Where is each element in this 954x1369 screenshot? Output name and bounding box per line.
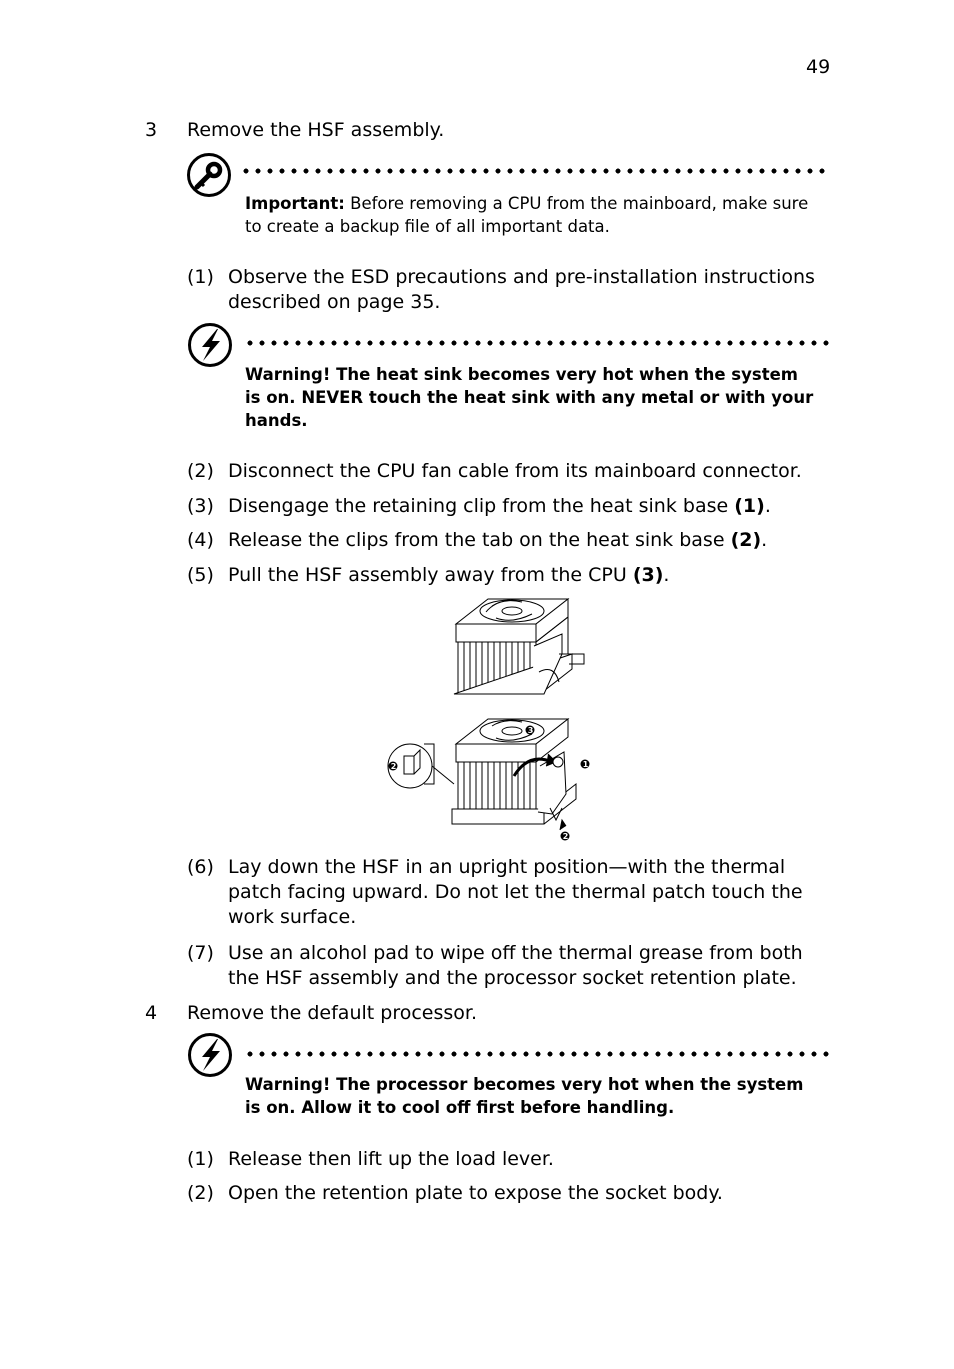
lightning-icon [187, 322, 233, 368]
substep-number: (4) [187, 529, 214, 551]
substep-number: (2) [187, 460, 214, 482]
callout-3: 3 [527, 726, 534, 735]
step-number: 3 [145, 119, 158, 141]
substep-number: (1) [187, 266, 214, 288]
substep-text: Release the clips from the tab on the heat sink base (2). [228, 529, 768, 551]
substep-text: Disconnect the CPU fan cable from its mainboard connector. [228, 460, 802, 482]
lightning-icon [187, 1032, 233, 1078]
substep-text: Observe the ESD precautions and pre-installation instructions described on page 35. [228, 266, 815, 313]
warning-divider [244, 340, 832, 346]
substep-text: Open the retention plate to expose the socket body. [228, 1182, 723, 1204]
callout-2-bottom: 2 [562, 832, 569, 841]
hsf-removal-illustration [384, 594, 594, 844]
callout-ref: (2) [730, 529, 762, 551]
warning-divider [244, 1051, 832, 1057]
callout-ref: (3) [632, 564, 664, 586]
substep-text: Lay down the HSF in an upright position—with the thermal patch facing upward. Do not let the thermal patch touch the work surface. [228, 856, 803, 928]
substep-text: Use an alcohol pad to wipe off the thermal grease from both the HSF assembly and the processor socket retention plate. [228, 942, 803, 989]
note-divider [240, 168, 828, 174]
callout-1: 1 [582, 760, 589, 769]
substep-number: (3) [187, 495, 214, 517]
substep-number: (6) [187, 856, 214, 878]
substep-text: Release then lift up the load lever. [228, 1148, 554, 1170]
callout-ref: (1) [734, 495, 765, 517]
callout-2-left: 2 [390, 762, 397, 771]
step-number: 4 [145, 1002, 158, 1024]
substep-number: (5) [187, 564, 214, 586]
important-note [245, 192, 815, 238]
page-number: 49 [806, 56, 831, 78]
key-icon [186, 152, 232, 198]
substep-number: (2) [187, 1182, 214, 1204]
step-text: Remove the default processor. [187, 1002, 478, 1024]
important-label: Important: [245, 194, 345, 213]
substep-number: (1) [187, 1148, 214, 1170]
important-text: Before removing a CPU from the mainboard, make sure to create a backup file of all important data. [245, 194, 809, 236]
substep-text: Pull the HSF assembly away from the CPU (3). [228, 564, 670, 586]
warning-text: Warning! The processor becomes very hot when the system is on. Allow it to cool off first before handling. [245, 1075, 804, 1117]
substep-number: (7) [187, 942, 214, 964]
substep-text: Disengage the retaining clip from the heat sink base (1). [228, 495, 771, 517]
warning-text: Warning! The heat sink becomes very hot when the system is on. NEVER touch the heat sink with any metal or with your hands. [245, 365, 814, 430]
step-text: Remove the HSF assembly. [187, 119, 445, 141]
